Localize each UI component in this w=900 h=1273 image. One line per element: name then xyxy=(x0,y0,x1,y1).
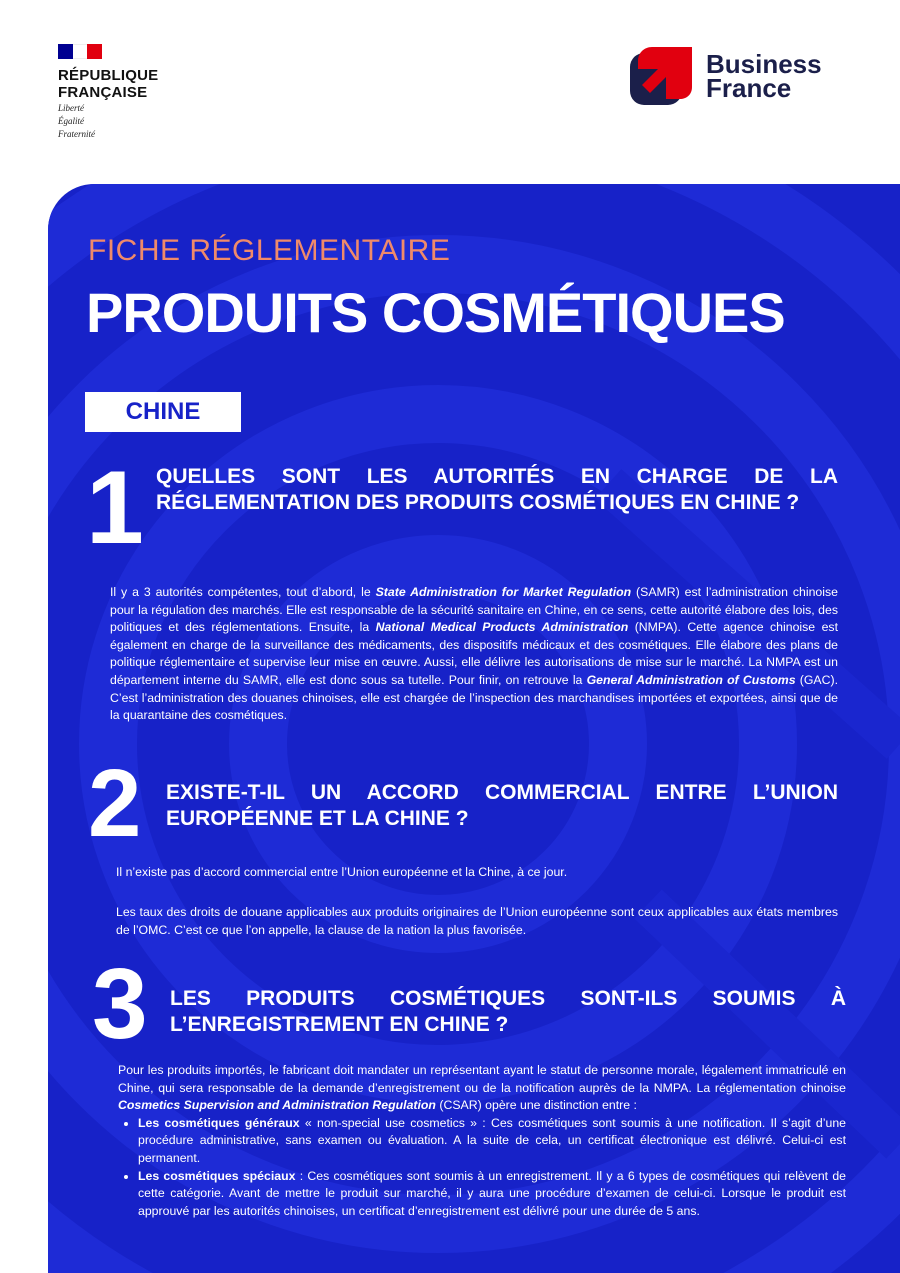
section-1-heading: QUELLES SONT LES AUTORITÉS EN CHARGE DE LA RÉGLEMENTATION DES PRODUITS COSMÉTIQUES EN CHINE ? xyxy=(156,465,838,514)
nmpa-name: National Medical Products Administration xyxy=(375,620,629,635)
motto-fraternite: Fraternité xyxy=(58,129,95,139)
brand-line2: France xyxy=(706,73,792,103)
section-3-number: 3 xyxy=(92,948,148,1060)
section-2-heading: EXISTE-T-IL UN ACCORD COMMERCIAL ENTRE L’UNION EUROPÉENNE ET LA CHINE ? xyxy=(166,781,838,830)
republic-name-line1: RÉPUBLIQUE xyxy=(58,67,159,84)
gac-name: General Administration of Customs xyxy=(586,672,796,687)
section-2-number: 2 xyxy=(88,750,142,857)
business-france-mark-icon xyxy=(630,47,692,105)
section-3-heading: LES PRODUITS COSMÉTIQUES SONT-ILS SOUMIS À L’ENREGISTREMENT EN CHINE ? xyxy=(170,987,846,1036)
country-badge: CHINE xyxy=(85,392,241,432)
list-item-general-cosmetics: • Les cosmétiques généraux « non-special use cosmetics » : Ces cosmétiques sont soumis à une notification. Il s’agit d’une procédure administrative, sans examen ou évaluation. A la suite de cela, un certificat électronique est délivré. Celui-ci est permanent. xyxy=(138,1115,846,1168)
list-item-special-cosmetics: • Les cosmétiques spéciaux : Ces cosmétiques sont soumis à un enregistrement. Il y a 6 types de cosmétiques qui relèvent de cette catégorie. Avant de mettre le produit sur marché, il y aura une procédure d’examen de celui-ci. Lorsque le produit est approuvé par les autorités chinoises, un certificat d’enregistrement est délivré pour une durée de 5 ans. xyxy=(138,1168,846,1221)
french-flag-icon xyxy=(58,44,102,59)
section-1-number: 1 xyxy=(86,450,144,566)
section-3-paragraph: Pour les produits importés, le fabricant doit mandater un représentant ayant le statut de personne morale, légalement immatriculé en Chine, qui sera responsable de la demande d’enregistrement ou de la notification auprès de la NMPA. La réglementation chinoise Cosmetics Supervision and Administration Regulation (CSAR) opère une distinction entre : • Les cosmétiques généraux « non-special use cosmetics » : Ces cosmétiques sont soumis à une notification. Il s’agit d’une procédure administrative, sans examen ou évaluation. A la suite de cela, un certificat électronique est délivré. Celui-ci est permanent. • Les cosmétiques spéciaux : Ces cosmétiques sont soumis à un enregistrement. Il y a 6 types de cosmétiques qui relèvent de cette catégorie. Avant de mettre le produit sur marché, il y aura une procédure d’examen de celui-ci. Lorsque le produit est approuvé par les autorités chinoises, un certificat d’enregistrement est délivré pour une durée de 5 ans. xyxy=(118,1062,846,1220)
section-1-paragraph: Il y a 3 autorités compétentes, tout d’abord, le State Administration for Market Regulation (SAMR) est l’administration chinoise pour la régulation des marchés. Elle est responsable de la sécurité sanitaire en Chine, en ce sens, cette autorité élabore des lois, des politiques et des réglementations. Ensuite, la National Medical Products Administration (NMPA). Cette agence chinoise est également en charge de la surveillance des médicaments, des dispositifs médicaux et des cosmétiques. Elle élabore des plans de politique réglementaire et supervise leur mise en œuvre. Aussi, elle délivre les autorisations de mise sur le marché. La NMPA est un département interne du SAMR, elle est donc sous sa tutelle. Pour finir, on retrouve la General Administration of Customs (GAC). C’est l’administration des douanes chinoises, elle est chargée de l’inspection des marchandises importées et exportées, ainsi que de la quarantaine des cosmétiques. xyxy=(110,585,839,723)
brand-line1: Business xyxy=(706,49,822,79)
document-kicker: FICHE RÉGLEMENTAIRE xyxy=(88,234,451,267)
business-france-logo xyxy=(630,47,822,105)
republique-francaise-logo xyxy=(58,44,208,140)
cosmetics-type-list xyxy=(118,1115,846,1221)
content-panel xyxy=(48,184,900,1273)
section-2-paragraph-2: Les taux des droits de douane applicables aux produits originaires de l’Union européenne sont ceux applicables aux états membres de l’OMC. C’est ce que l’on appelle, la clause de la nation la plus favorisée. xyxy=(116,905,838,937)
document-title: PRODUITS COSMÉTIQUES xyxy=(86,281,785,344)
republic-name-line2: FRANÇAISE xyxy=(58,84,148,101)
csar-name: Cosmetics Supervision and Administration Regulation xyxy=(118,1098,436,1113)
motto-egalite: Égalité xyxy=(58,116,84,126)
motto-liberte: Liberté xyxy=(58,103,84,113)
samr-name: State Administration for Market Regulation xyxy=(375,585,632,599)
section-2-paragraph-1: Il n’existe pas d’accord commercial entre l’Union européenne et la Chine, à ce jour. xyxy=(116,865,568,879)
